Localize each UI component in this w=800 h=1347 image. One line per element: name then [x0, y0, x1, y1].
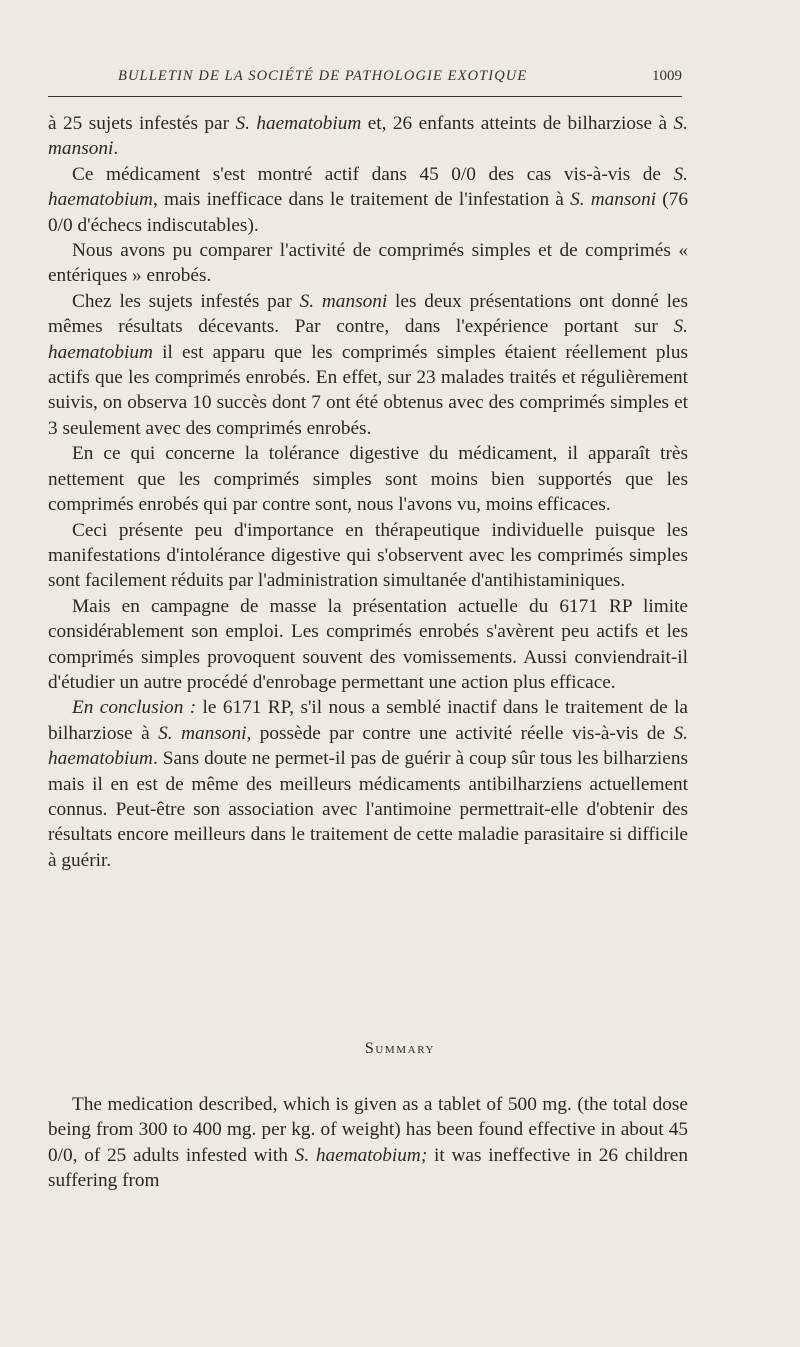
- paragraph: The medication described, which is given as a tablet of 500 mg. (the total dose being from 300 to 400 mg. per kg. of weight) has been found effective in about 45 0/0, of 25 adults infested with S. haematobium; it was ineffective in 26 children suffering from: [48, 1094, 688, 1192]
- paragraph: à 25 sujets infestés par S. haematobium et, 26 enfants atteints de bilharziose à S. mansoni.: [48, 113, 688, 160]
- paragraph: Chez les sujets infestés par S. mansoni les deux présentations ont donné les mêmes résultats décevants. Par contre, dans l'expérience portant sur S. haematobium il est apparu que les comprimés simples étaient réellement plus actifs que les comprimés enrobés. En effet, sur 23 malades traités et régulièrement suivis, on observa 10 succès dont 7 ont été obtenus avec des comprimés simples et 3 seulement avec des comprimés enrobés.: [48, 290, 688, 439]
- running-header: [48, 64, 682, 97]
- page-number: 1009: [652, 68, 682, 84]
- paragraph: Ce médicament s'est montré actif dans 45 0/0 des cas vis-à-vis de S. haematobium, mais inefficace dans le traitement de l'infestation à S. mansoni (76 0/0 d'échecs indiscutables).: [48, 163, 688, 236]
- conclusion-paragraph: En conclusion : le 6171 RP, s'il nous a semblé inactif dans le traitement de la bilharziose à S. mansoni, possède par contre une activité réelle vis-à-vis de S. haematobium. Sans doute ne permet-il pas de guérir à coup sûr tous les bilharziens mais il en est de même des meilleurs médicaments antibilharziens actuellement connus. Peut-être son association avec l'antimoine permettrait-elle d'obtenir des résultats encore meilleurs dans le traitement de cette maladie parasitaire si difficile à guérir.: [48, 697, 688, 871]
- journal-title: BULLETIN DE LA SOCIÉTÉ DE PATHOLOGIE EXOTIQUE: [118, 68, 528, 84]
- summary-text: [48, 1092, 688, 1194]
- paragraph: Nous avons pu comparer l'activité de comprimés simples et de comprimés « entériques » enrobés.: [48, 240, 688, 287]
- paragraph: En ce qui concerne la tolérance digestive du médicament, il apparaît très nettement que les comprimés simples sont moins bien supportés que les comprimés enrobés qui par contre sont, nous l'avons vu, moins efficaces.: [48, 443, 688, 516]
- paragraph: Mais en campagne de masse la présentation actuelle du 6171 RP limite considérablement son emploi. Les comprimés enrobés s'avèrent peu actifs et les comprimés simples provoquent souvent des vomissements. Aussi conviendrait-il d'étudier un autre procédé d'enrobage permettant une action plus efficace.: [48, 595, 688, 693]
- summary-heading: Summary: [364, 1040, 436, 1057]
- paragraph: Ceci présente peu d'importance en thérapeutique individuelle puisque les manifestations d'intolérance digestive qui s'observent avec les comprimés simples sont facilement réduits par l'administration simultanée d'antihistaminiques.: [48, 519, 688, 592]
- article-body: [48, 111, 688, 873]
